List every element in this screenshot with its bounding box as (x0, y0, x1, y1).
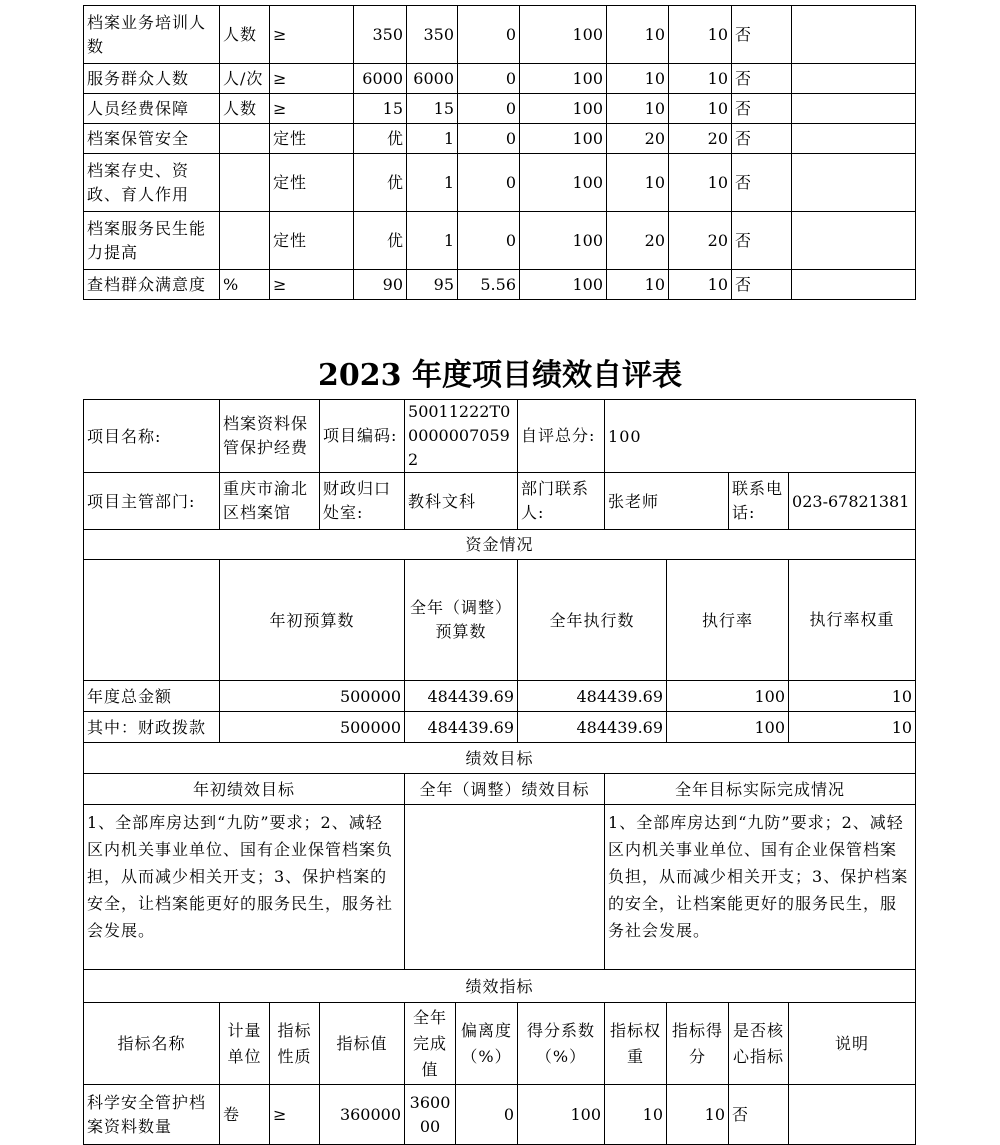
indicator-coefficient: 100 (520, 154, 607, 212)
page-title: 2023 年度项目绩效自评表 (318, 358, 682, 393)
indicator-weight: 10 (607, 6, 669, 64)
indicator-weight: 20 (607, 212, 669, 270)
indicator-row (84, 154, 916, 212)
project-code-label: 项目编码: (320, 400, 405, 473)
indicator-unit: % (220, 270, 270, 300)
indicator-coefficient: 100 (520, 94, 607, 124)
indicator-score: 10 (669, 64, 732, 94)
indicator-deviation: 0 (458, 154, 520, 212)
indicator-coefficient: 100 (520, 124, 607, 154)
funds-executed: 484439.69 (518, 681, 667, 712)
indicator-header: 全年完成值 (405, 1003, 456, 1085)
contact-label: 部门联系人: (518, 473, 605, 530)
funds-executed: 484439.69 (518, 712, 667, 743)
funds-row (84, 681, 916, 712)
phone-number: 023-67821381 (789, 473, 916, 530)
goals-content-row (84, 805, 916, 970)
funds-adjusted: 484439.69 (405, 712, 518, 743)
indicator-nature: ≥ (270, 270, 354, 300)
indicator-weight: 10 (607, 270, 669, 300)
indicator-deviation: 0 (456, 1085, 518, 1145)
indicator-nature: 定性 (270, 212, 354, 270)
indicator-actual: 95 (407, 270, 458, 300)
indicator-deviation: 0 (458, 212, 520, 270)
indicator-actual: 350 (407, 6, 458, 64)
project-name: 档案资料保管保护经费 (220, 400, 320, 473)
funds-rate: 100 (667, 681, 789, 712)
indicator-score: 10 (667, 1085, 729, 1145)
indicator-unit: 人数 (220, 94, 270, 124)
indicator-actual: 1 (407, 154, 458, 212)
indicator-nature: 定性 (270, 154, 354, 212)
indicator-score: 20 (669, 212, 732, 270)
indicator-actual: 1 (407, 124, 458, 154)
indicator-core: 否 (732, 154, 792, 212)
indicator-weight: 10 (607, 154, 669, 212)
indicators-section-title: 绩效指标 (84, 970, 916, 1003)
funds-budget: 500000 (220, 681, 405, 712)
funds-adjusted: 484439.69 (405, 681, 518, 712)
indicator-row (84, 270, 916, 300)
funds-section-title: 资金情况 (84, 530, 916, 560)
indicator-unit: 卷 (220, 1085, 270, 1145)
indicator-target: 优 (354, 154, 407, 212)
indicator-score: 10 (669, 94, 732, 124)
indicator-actual: 6000 (407, 64, 458, 94)
indicator-row (84, 1085, 916, 1145)
indicator-coefficient: 100 (518, 1085, 605, 1145)
initial-goal-text: 1、全部库房达到“九防”要求；2、减轻区内机关事业单位、国有企业保管档案负担，从而减少相关开支；3、保护档案的安全，让档案能更好的服务民生，服务社会发展。 (84, 805, 405, 970)
indicator-core: 否 (732, 124, 792, 154)
indicator-unit: 人/次 (220, 64, 270, 94)
goals-header-row (84, 774, 916, 805)
goals-header: 全年目标实际完成情况 (605, 774, 916, 805)
funds-weight: 10 (789, 712, 916, 743)
indicator-target: 优 (354, 124, 407, 154)
indicator-target: 15 (354, 94, 407, 124)
indicator-actual: 15 (407, 94, 458, 124)
funds-row-label: 其中：财政拨款 (84, 712, 220, 743)
indicator-target: 350 (354, 6, 407, 64)
indicator-coefficient: 100 (520, 6, 607, 64)
funds-header-row (84, 560, 916, 681)
indicator-actual: 1 (407, 212, 458, 270)
indicators-header-row (84, 1003, 916, 1085)
indicator-nature: 定性 (270, 124, 354, 154)
indicator-name: 查档群众满意度 (84, 270, 220, 300)
indicator-core: 否 (732, 94, 792, 124)
goals-header: 全年（调整）绩效目标 (405, 774, 605, 805)
indicator-unit: 人数 (220, 6, 270, 64)
indicator-nature: ≥ (270, 94, 354, 124)
indicator-row (84, 124, 916, 154)
indicator-actual: 360000 (405, 1085, 456, 1145)
indicator-note (792, 270, 916, 300)
indicator-header: 指标得分 (667, 1003, 729, 1085)
indicator-target: 优 (354, 212, 407, 270)
indicator-name: 人员经费保障 (84, 94, 220, 124)
self-score-label: 自评总分: (518, 400, 605, 473)
indicator-core: 否 (729, 1085, 789, 1145)
indicator-header: 指标名称 (84, 1003, 220, 1085)
funds-header: 年初预算数 (220, 560, 405, 681)
funds-budget: 500000 (220, 712, 405, 743)
indicator-weight: 10 (605, 1085, 667, 1145)
indicator-table-continued (83, 5, 916, 300)
contact-name: 张老师 (605, 473, 729, 530)
indicator-note (792, 124, 916, 154)
indicator-unit (220, 212, 270, 270)
indicator-deviation: 0 (458, 64, 520, 94)
indicator-coefficient: 100 (520, 64, 607, 94)
funds-header: 全年执行数 (518, 560, 667, 681)
adjusted-goal-text (405, 805, 605, 970)
indicator-header: 指标值 (320, 1003, 405, 1085)
indicator-score: 10 (669, 6, 732, 64)
indicator-header: 指标权重 (605, 1003, 667, 1085)
indicator-header: 说明 (789, 1003, 916, 1085)
dept-label: 项目主管部门: (84, 473, 220, 530)
funds-row (84, 712, 916, 743)
goals-header: 年初绩效目标 (84, 774, 405, 805)
indicator-core: 否 (732, 64, 792, 94)
funds-row-label: 年度总金额 (84, 681, 220, 712)
indicator-note (792, 94, 916, 124)
indicator-note (792, 154, 916, 212)
goals-section-title: 绩效目标 (84, 743, 916, 774)
indicator-name: 档案存史、资政、育人作用 (84, 154, 220, 212)
indicator-note (789, 1085, 916, 1145)
funds-header: 全年（调整）预算数 (405, 560, 518, 681)
actual-goal-text: 1、全部库房达到“九防”要求；2、减轻区内机关事业单位、国有企业保管档案负担，从而减少相关开支；3、保护档案的安全，让档案能更好的服务民生，服务社会发展。 (605, 805, 916, 970)
indicator-target: 90 (354, 270, 407, 300)
indicator-nature: ≥ (270, 6, 354, 64)
indicator-header: 指标性质 (270, 1003, 320, 1085)
indicator-name: 档案保管安全 (84, 124, 220, 154)
indicator-deviation: 0 (458, 6, 520, 64)
funds-header: 执行率 (667, 560, 789, 681)
indicator-row (84, 94, 916, 124)
indicator-header: 是否核心指标 (729, 1003, 789, 1085)
indicator-core: 否 (732, 212, 792, 270)
indicator-row (84, 212, 916, 270)
indicator-name: 档案业务培训人数 (84, 6, 220, 64)
indicator-nature: ≥ (270, 64, 354, 94)
indicator-target: 6000 (354, 64, 407, 94)
dept-name: 重庆市渝北区档案馆 (220, 473, 320, 530)
indicator-coefficient: 100 (520, 270, 607, 300)
indicator-header: 得分系数（%） (518, 1003, 605, 1085)
indicator-note (792, 6, 916, 64)
phone-label: 联系电话: (729, 473, 789, 530)
project-name-label: 项目名称: (84, 400, 220, 473)
indicator-core: 否 (732, 270, 792, 300)
indicator-coefficient: 100 (520, 212, 607, 270)
indicator-deviation: 5.56 (458, 270, 520, 300)
indicator-row (84, 64, 916, 94)
indicator-row (84, 6, 916, 64)
funds-weight: 10 (789, 681, 916, 712)
indicator-deviation: 0 (458, 124, 520, 154)
indicator-unit (220, 154, 270, 212)
indicator-weight: 10 (607, 64, 669, 94)
department-info-row (84, 473, 916, 530)
self-score: 100 (605, 400, 916, 473)
indicator-weight: 20 (607, 124, 669, 154)
indicator-score: 10 (669, 270, 732, 300)
indicator-note (792, 212, 916, 270)
indicator-name: 科学安全管护档案资料数量 (84, 1085, 220, 1145)
indicator-core: 否 (732, 6, 792, 64)
indicator-weight: 10 (607, 94, 669, 124)
finance-office: 教科文科 (405, 473, 518, 530)
indicator-score: 10 (669, 154, 732, 212)
indicator-target: 360000 (320, 1085, 405, 1145)
indicator-name: 档案服务民生能力提高 (84, 212, 220, 270)
indicator-header: 计量单位 (220, 1003, 270, 1085)
indicator-nature: ≥ (270, 1085, 320, 1145)
project-code: 50011222T000000070592 (405, 400, 518, 473)
performance-evaluation-table (83, 399, 916, 1145)
project-info-row (84, 400, 916, 473)
indicator-header: 偏离度（%） (456, 1003, 518, 1085)
indicator-score: 20 (669, 124, 732, 154)
indicator-note (792, 64, 916, 94)
finance-office-label: 财政归口处室: (320, 473, 405, 530)
indicator-name: 服务群众人数 (84, 64, 220, 94)
funds-rate: 100 (667, 712, 789, 743)
funds-header: 执行率权重 (789, 560, 916, 681)
indicator-deviation: 0 (458, 94, 520, 124)
indicator-unit (220, 124, 270, 154)
